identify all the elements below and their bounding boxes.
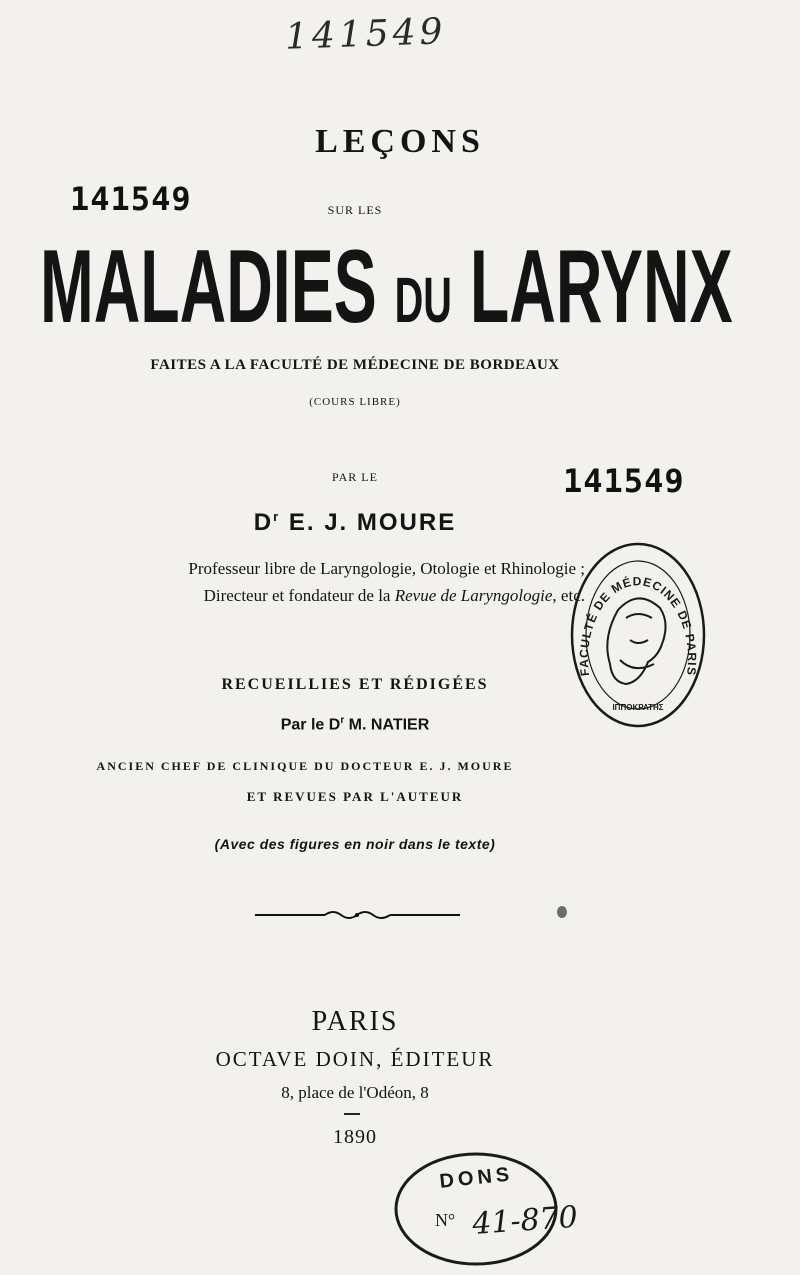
title-sur-les: SUR LES (327, 203, 383, 217)
main-title-larynx: LARYNX (469, 229, 733, 345)
author-title-line2-journal: Revue de Laryngologie (394, 586, 553, 605)
author-name-text: E. J. MOURE (288, 509, 457, 536)
recueillies-redigees: RECUEILLIES ET RÉDIGÉES (221, 676, 489, 693)
separator-dash (344, 1113, 360, 1115)
title-lecons: LEÇONS (315, 123, 485, 160)
ink-spot (557, 906, 567, 918)
publisher-address: 8, place de l'Odéon, 8 (281, 1083, 429, 1102)
publication-year: 1890 (333, 1126, 377, 1148)
editor-natier (0, 715, 710, 734)
author-prefix-sup: r (273, 509, 281, 524)
ornament-divider (255, 905, 460, 925)
editor-prefix-sup: r (340, 715, 345, 726)
author-title-line2-b: , etc. (552, 586, 585, 605)
stamp-dons-title: DONS (438, 1163, 515, 1193)
ancien-chef: ANCIEN CHEF DE CLINIQUE DU DOCTEUR E. J. MOURE (96, 759, 514, 773)
editor-prefix: Par le D (280, 716, 341, 734)
faculte-medecine-stamp (568, 540, 708, 730)
city: PARIS (311, 1006, 399, 1037)
revues-auteur: ET REVUES PAR L'AUTEUR (246, 789, 464, 804)
par-le: PAR LE (332, 470, 378, 484)
author-prefix: D (253, 509, 274, 536)
stamp-dons-number: 41-870 (471, 1199, 579, 1242)
publisher: OCTAVE DOIN, ÉDITEUR (215, 1047, 495, 1071)
author-title-line1: Professeur libre de Laryngologie, Otologie et Rhinologie ; (188, 559, 585, 578)
stamp-faculte-text: FACULTÉ DE MÉDECINE DE PARIS (576, 574, 700, 677)
author-titles (125, 555, 585, 609)
svg-text:FACULTÉ DE MÉDECINE DE PARIS (577, 574, 699, 677)
editor-name: M. NATIER (344, 716, 430, 734)
stamped-number-left: 141549 (70, 180, 192, 218)
author-title-line2-a: Directeur et fondateur de la (203, 586, 395, 605)
author-title-line2 (125, 582, 585, 609)
subtitle-faculte: FAITES A LA FACULTÉ DE MÉDECINE DE BORDEAUX (150, 357, 560, 373)
author-name (0, 509, 710, 537)
avec-figures: (Avec des figures en noir dans le texte) (214, 836, 496, 852)
main-title-maladies: MALADIES (40, 229, 377, 345)
dons-stamp (393, 1150, 579, 1268)
stamp-dons-no: N° (435, 1210, 456, 1230)
main-title (40, 229, 733, 345)
stamp-faculte-bottom: ΙΠΠΟΚΡΑΤΗΣ (612, 703, 664, 712)
subtitle-cours-libre: (COURS LIBRE) (309, 396, 401, 408)
main-title-du: DU (394, 264, 452, 336)
handwritten-accession-number: 141549 (284, 11, 448, 58)
stamped-number-right: 141549 (563, 462, 685, 500)
